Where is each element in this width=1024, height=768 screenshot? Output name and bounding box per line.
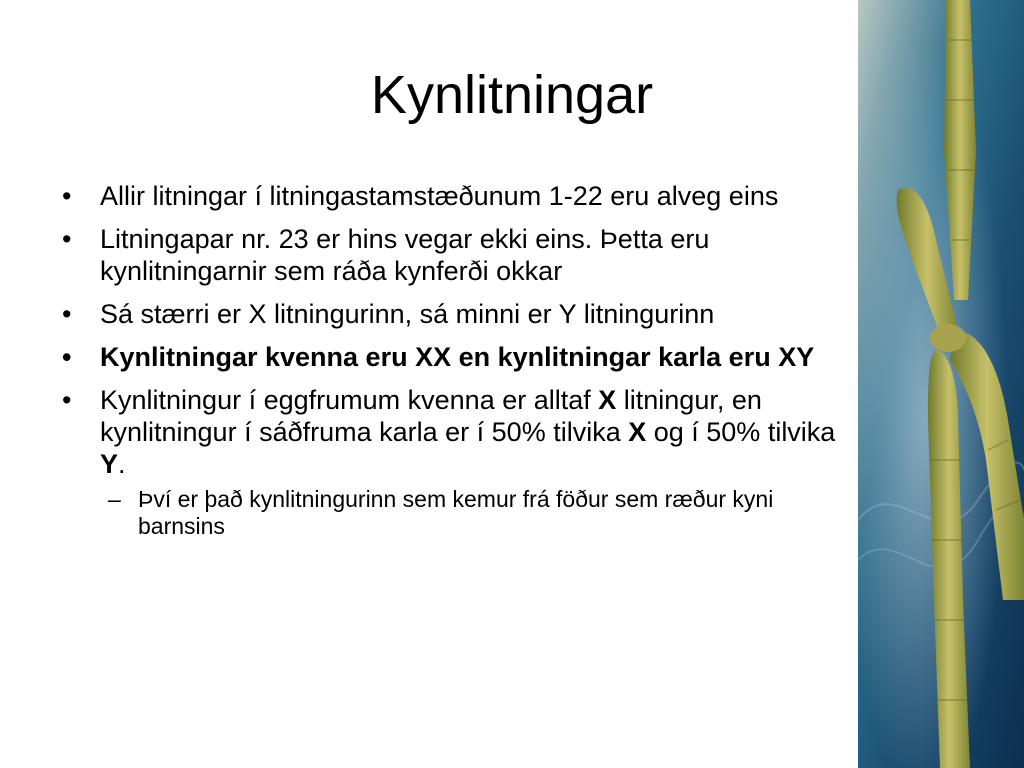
bullet-item: • Litningapar nr. 23 er hins vegar ekki eins. Þetta eru kynlitningarnir sem ráða kynferði okkar — [62, 223, 862, 287]
bullet-text: Kynlitningur í eggfrumum kvenna er alltaf — [100, 385, 599, 415]
bullet-text: litningur, en kynlitningur í sáðfruma karla er í 50% tilvika — [100, 385, 762, 447]
bullet-item: • Allir litningar í litningastamstæðunum 1-22 eru alveg eins — [62, 180, 862, 212]
bullet-item: • Sá stærri er X litningurinn, sá minni er Y litningurinn — [62, 298, 862, 330]
bullet-list — [62, 180, 862, 551]
bullet-text: og í 50% tilvika — [646, 417, 836, 447]
sub-bullet-item: – Því er það kynlitningurinn sem kemur frá föður sem ræður kyni barnsins — [92, 486, 862, 540]
bullet-bold-x: X — [598, 385, 617, 415]
bullet-bold-y: Y — [100, 449, 119, 479]
sub-bullet-list — [100, 486, 862, 540]
bullet-item — [62, 384, 862, 540]
bullet-item-emphasis: • Kynlitningar kvenna eru XX en kynlitningar karla eru XY — [62, 341, 862, 373]
chromosome-photo — [858, 0, 1024, 768]
bullet-bold-x: X — [628, 417, 647, 447]
slide-title: Kynlitningar — [370, 65, 654, 125]
bullet-text: . — [118, 449, 126, 479]
